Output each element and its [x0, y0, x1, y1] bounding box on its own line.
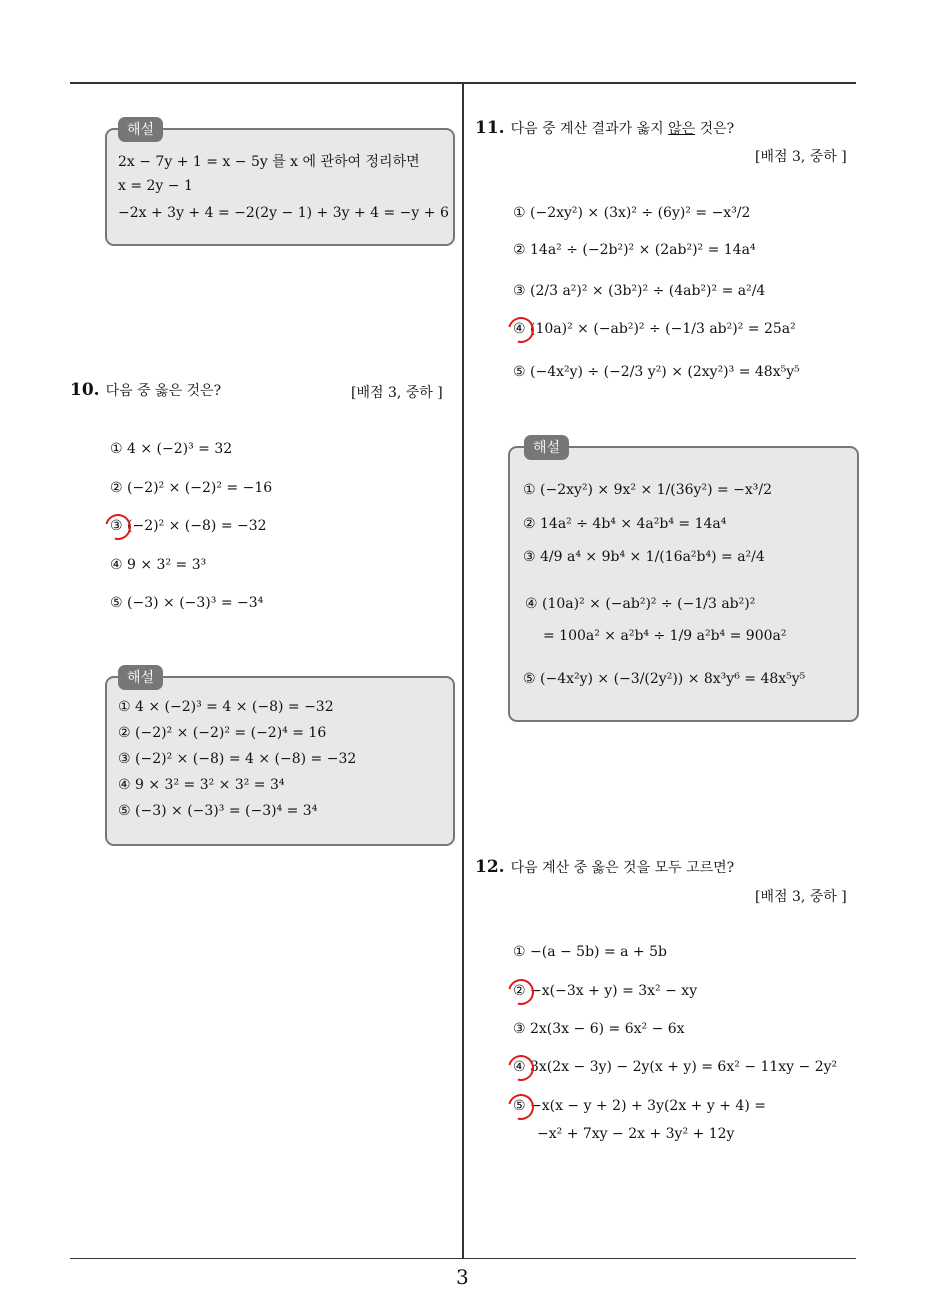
solution-line: = 100a² × a²b⁴ ÷ 1/9 a²b⁴ = 900a²	[543, 628, 787, 644]
option-3[interactable]: ③ (−2)² × (−8) = −32	[110, 518, 267, 534]
answer-mark-circle	[503, 974, 539, 1010]
solution-line: ② (−2)² × (−2)² = (−2)⁴ = 16	[118, 725, 327, 741]
solution-line: ② 14a² ÷ 4b⁴ × 4a²b⁴ = 14a⁴	[523, 516, 727, 532]
question-text: 다음 계산 중 옳은 것을 모두 고르면?	[510, 860, 735, 876]
solution-tag: 해설	[118, 117, 163, 142]
question-number: 10.	[70, 380, 100, 400]
column-divider	[462, 84, 464, 1259]
option-2[interactable]: ② −x(−3x + y) = 3x² − xy	[513, 983, 698, 999]
question-points: [배점 3, 중하 ]	[755, 889, 847, 905]
option-5[interactable]: ⑤ −x(x − y + 2) + 3y(2x + y + 4) =	[513, 1098, 766, 1114]
question-text: 다음 중 계산 결과가 옳지	[510, 121, 669, 137]
option-1[interactable]: ① (−2xy²) × (3x)² ÷ (6y)² = −x³/2	[513, 205, 751, 221]
bottom-rule	[70, 1258, 856, 1259]
answer-mark-circle	[503, 1089, 539, 1125]
solution-line: ④ (10a)² × (−ab²)² ÷ (−1/3 ab²)²	[525, 596, 756, 612]
option-5[interactable]: ⑤ (−3) × (−3)³ = −3⁴	[110, 595, 264, 611]
question-number: 11.	[475, 118, 505, 138]
solution-box-9	[105, 128, 455, 246]
question-points: [배점 3, 중하 ]	[351, 385, 443, 401]
option-5-continued: −x² + 7xy − 2x + 3y² + 12y	[537, 1126, 735, 1142]
solution-line: ① 4 × (−2)³ = 4 × (−8) = −32	[118, 699, 334, 715]
option-1[interactable]: ① 4 × (−2)³ = 32	[110, 441, 233, 457]
option-5[interactable]: ⑤ (−4x²y) ÷ (−2/3 y²) × (2xy²)³ = 48x⁵y⁵	[513, 364, 800, 380]
solution-line: x = 2y − 1	[118, 178, 193, 194]
option-3[interactable]: ③ 2x(3x − 6) = 6x² − 6x	[513, 1021, 685, 1037]
solution-box-10	[105, 676, 455, 846]
option-2[interactable]: ② 14a² ÷ (−2b²)² × (2ab²)² = 14a⁴	[513, 242, 756, 258]
question-11-title	[475, 118, 734, 138]
solution-box-11	[508, 446, 859, 722]
option-4[interactable]: ④ 9 × 3² = 3³	[110, 557, 207, 573]
page-number: 3	[456, 1265, 469, 1289]
answer-mark-circle	[100, 509, 136, 545]
solution-line: 2x − 7y + 1 = x − 5y 를 x 에 관하여 정리하면	[118, 154, 420, 170]
solution-tag: 해설	[524, 435, 569, 460]
question-10-title	[70, 380, 221, 400]
answer-mark-circle	[503, 312, 539, 348]
solution-tag: 해설	[118, 665, 163, 690]
option-1[interactable]: ① −(a − 5b) = a + 5b	[513, 944, 667, 960]
solution-line: ⑤ (−3) × (−3)³ = (−3)⁴ = 3⁴	[118, 803, 318, 819]
question-text: 다음 중 옳은 것은?	[105, 383, 222, 399]
solution-line: ③ (−2)² × (−8) = 4 × (−8) = −32	[118, 751, 357, 767]
option-4[interactable]: ④ (10a)² × (−ab²)² ÷ (−1/3 ab²)² = 25a²	[513, 321, 796, 337]
solution-line: ③ 4/9 a⁴ × 9b⁴ × 1/(16a²b⁴) = a²/4	[523, 549, 765, 565]
option-2[interactable]: ② (−2)² × (−2)² = −16	[110, 480, 273, 496]
question-text-end: 것은?	[695, 121, 735, 137]
question-number: 12.	[475, 857, 505, 877]
solution-line: ① (−2xy²) × 9x² × 1/(36y²) = −x³/2	[523, 482, 773, 498]
solution-line: −2x + 3y + 4 = −2(2y − 1) + 3y + 4 = −y + 6	[118, 205, 449, 221]
question-12-title	[475, 857, 734, 877]
solution-line: ④ 9 × 3² = 3² × 3² = 3⁴	[118, 777, 285, 793]
question-points: [배점 3, 중하 ]	[755, 149, 847, 165]
answer-mark-circle	[503, 1050, 539, 1086]
solution-line: ⑤ (−4x²y) × (−3/(2y²)) × 8x³y⁶ = 48x⁵y⁵	[523, 671, 806, 687]
question-text-emphasis: 않은	[668, 121, 696, 137]
option-3[interactable]: ③ (2/3 a²)² × (3b²)² ÷ (4ab²)² = a²/4	[513, 283, 766, 299]
option-4[interactable]: ④ 3x(2x − 3y) − 2y(x + y) = 6x² − 11xy − 2y²	[513, 1059, 838, 1075]
